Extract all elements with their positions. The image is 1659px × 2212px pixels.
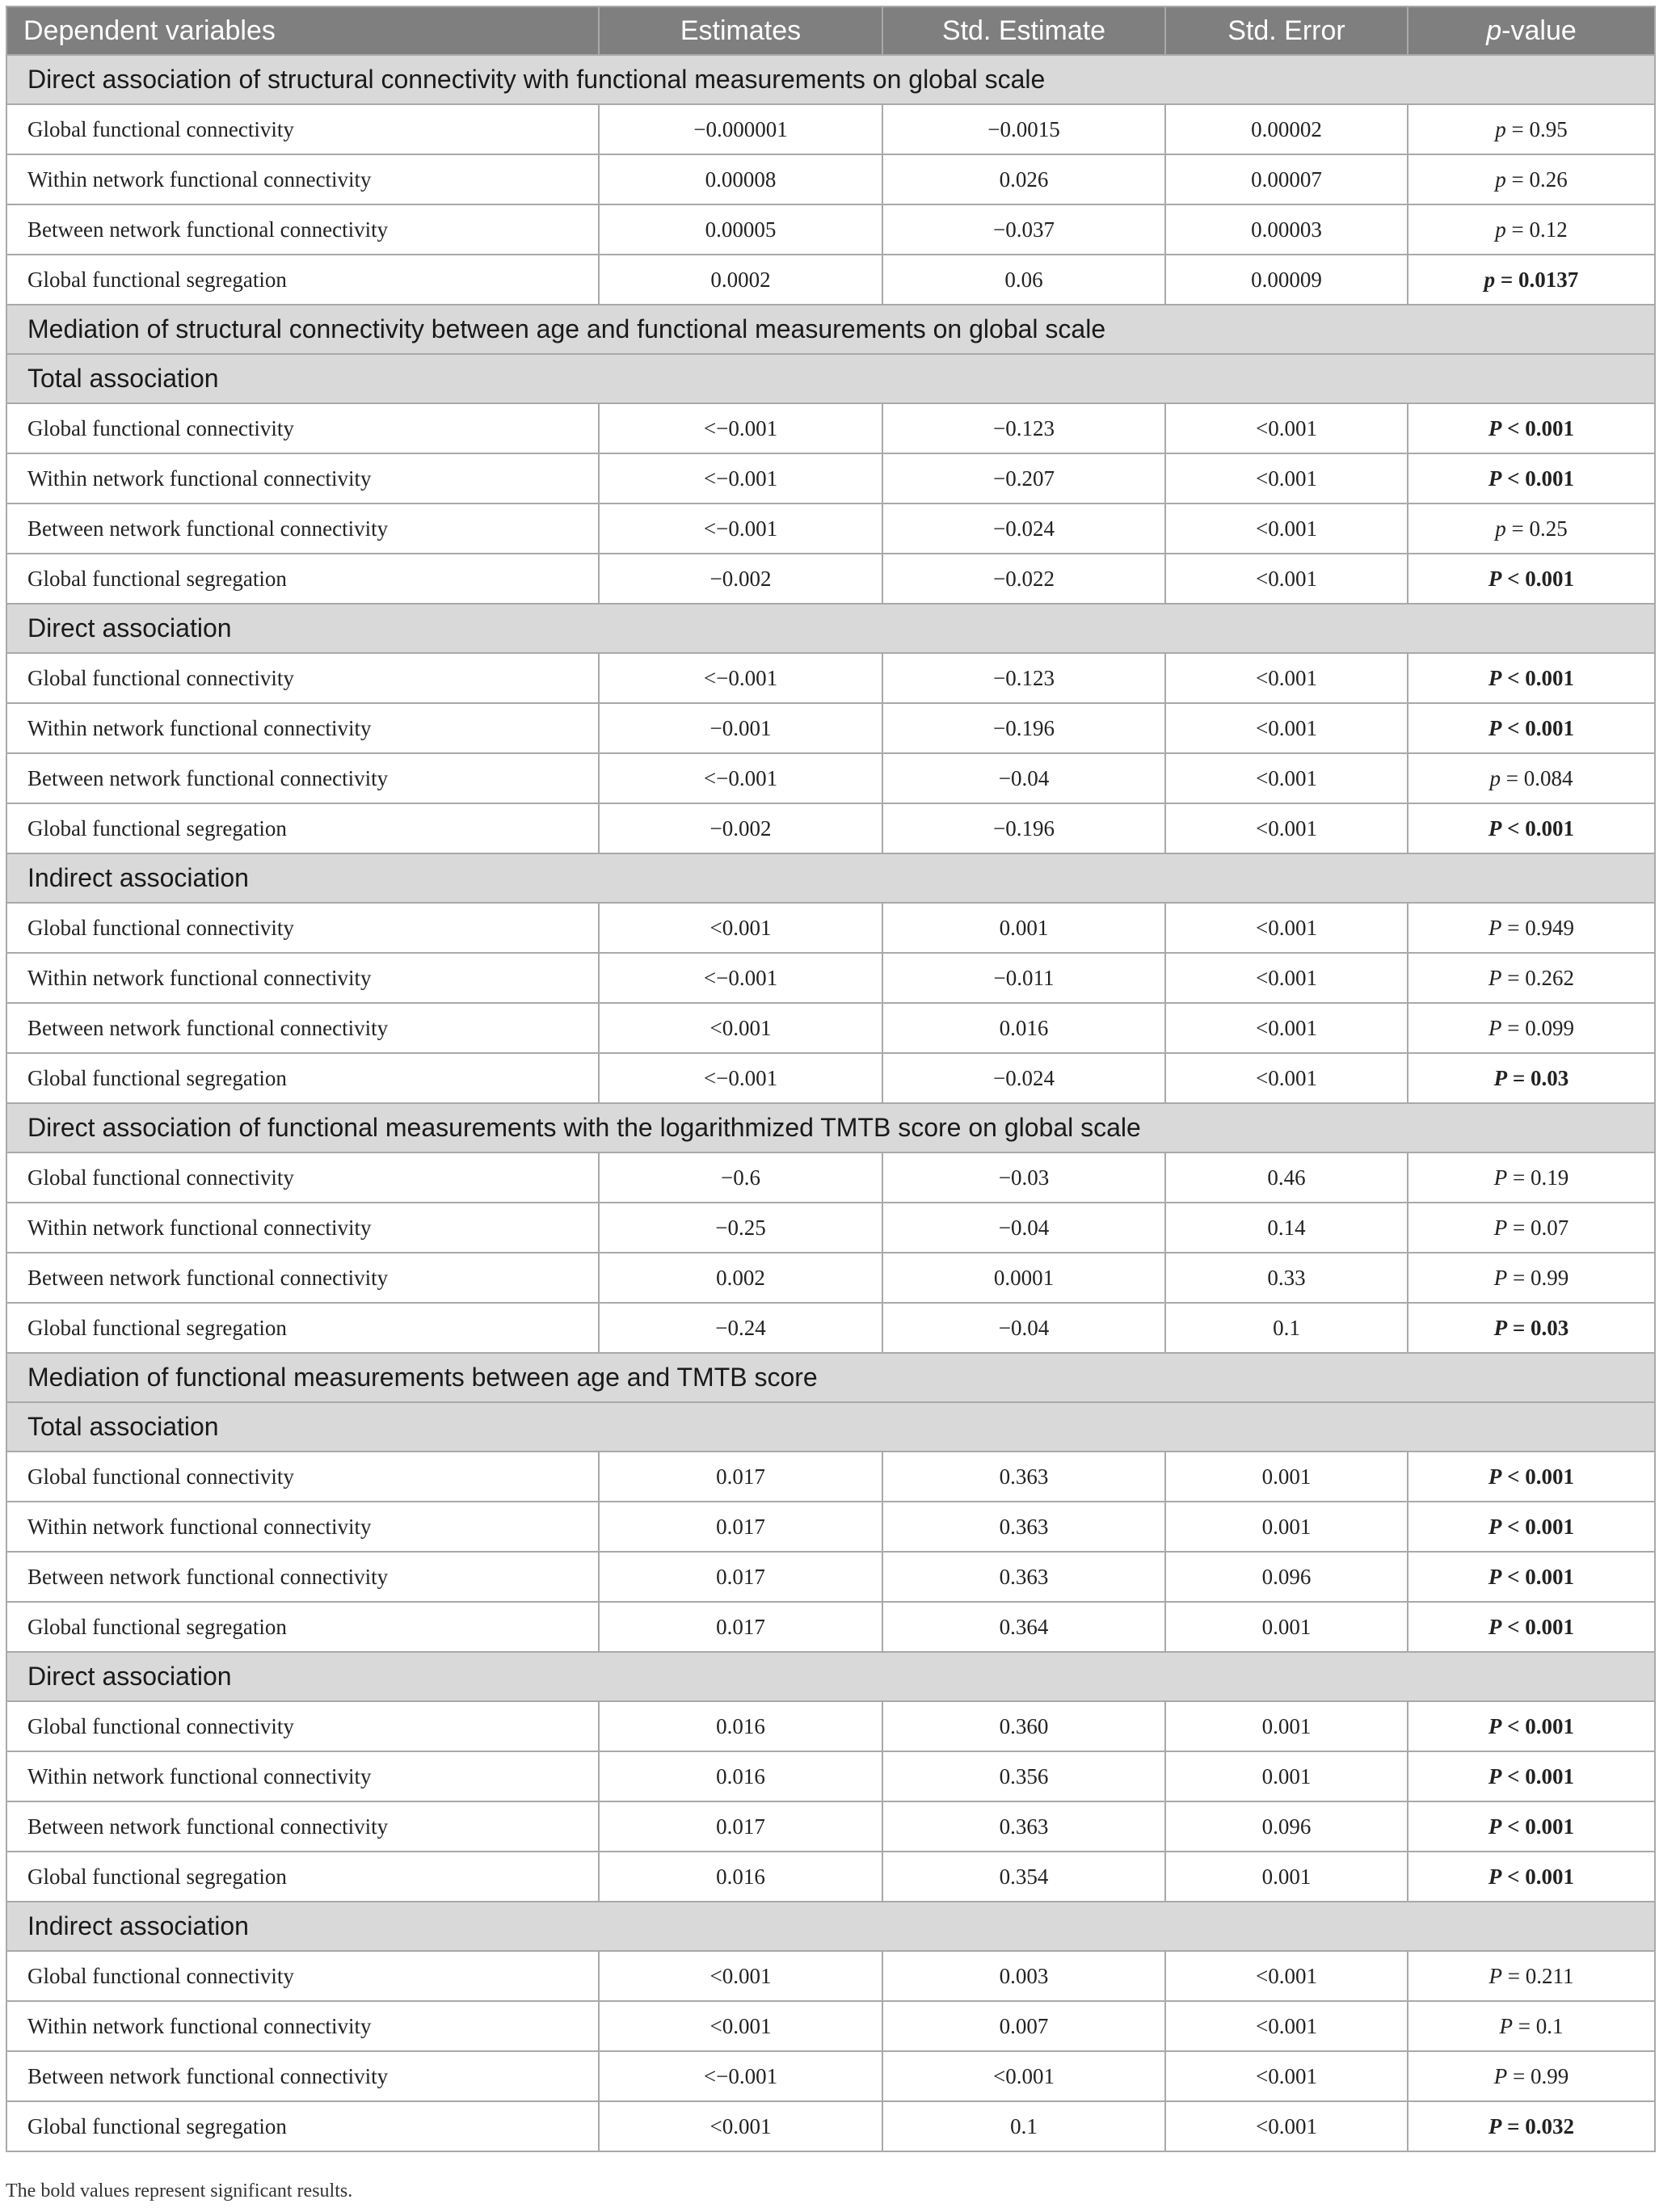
table-row [6,2001,1655,2051]
estimate-cell: 0.016 [599,1852,882,1902]
section-header-row [6,305,1655,354]
p-value-text: < 0.001 [1501,566,1575,591]
section-title: Direct association [6,604,1655,653]
p-value-cell-significant [1408,2101,1655,2151]
p-value-text: = 0.25 [1505,516,1568,541]
p-symbol: p [1495,217,1506,242]
std-estimate-cell: 0.363 [882,1801,1165,1852]
table-row [6,554,1655,604]
p-symbol: P [1488,1864,1502,1889]
header-p-rest: -value [1501,15,1577,46]
row-label: Global functional segregation [6,2101,599,2151]
p-symbol: P [1493,1165,1508,1190]
estimate-cell: 0.017 [599,1602,882,1652]
estimate-cell: <0.001 [599,1951,882,2001]
std-estimate-cell: 0.363 [882,1552,1165,1602]
std-estimate-cell: −0.123 [882,653,1165,703]
std-estimate-cell: −0.037 [882,204,1165,255]
row-label: Between network functional connectivity [6,503,599,554]
p-symbol: P [1488,1514,1502,1539]
p-symbol: P [1488,2113,1502,2138]
std-error-cell: 0.001 [1165,1751,1408,1801]
p-value-cell-significant [1408,1801,1655,1852]
std-error-cell: <0.001 [1165,1951,1408,2001]
p-symbol: P [1488,466,1502,491]
section-title: Mediation of structural connectivity between age and functional measurements on global scale [6,305,1655,354]
table-row [6,503,1655,554]
p-value-cell [1408,903,1655,953]
table-row [6,903,1655,953]
section-header-row [6,1402,1655,1451]
std-estimate-cell: 0.0001 [882,1253,1165,1303]
header-p-value [1408,6,1655,55]
p-symbol: P [1488,665,1502,690]
table-row [6,154,1655,204]
p-symbol: p [1495,166,1506,192]
p-symbol: P [1493,1315,1508,1340]
estimate-cell: −0.000001 [599,104,882,154]
p-symbol: p [1495,116,1506,141]
std-error-cell: <0.001 [1165,2051,1408,2101]
row-label: Global functional segregation [6,554,599,604]
p-value-text: = 0.949 [1501,915,1574,940]
header-estimates: Estimates [599,6,882,55]
p-value-cell-significant [1408,1701,1655,1751]
section-header-row [6,1652,1655,1701]
table-row [6,1602,1655,1652]
std-estimate-cell: 0.007 [882,2001,1165,2051]
p-value-cell [1408,1152,1655,1203]
std-error-cell: <0.001 [1165,953,1408,1003]
estimate-cell: <0.001 [599,903,882,953]
std-estimate-cell: −0.04 [882,1203,1165,1253]
std-error-cell: <0.001 [1165,1053,1408,1103]
estimate-cell: 0.00005 [599,204,882,255]
estimate-cell: <−0.001 [599,403,882,453]
std-error-cell: <0.001 [1165,1003,1408,1053]
table-row [6,403,1655,453]
estimate-cell: <−0.001 [599,453,882,503]
std-estimate-cell: −0.0015 [882,104,1165,154]
table-row [6,703,1655,753]
p-symbol: P [1499,2013,1513,2038]
std-error-cell: <0.001 [1165,403,1408,453]
p-value-text: = 0.262 [1501,965,1574,990]
table-row [6,1203,1655,1253]
p-value-cell-significant [1408,453,1655,503]
row-label: Between network functional connectivity [6,204,599,255]
estimate-cell: <−0.001 [599,2051,882,2101]
p-value-cell-significant [1408,803,1655,853]
std-estimate-cell: 0.360 [882,1701,1165,1751]
header-p-italic: p [1486,15,1502,46]
p-symbol: P [1493,1065,1508,1090]
section-header-row [6,1902,1655,1951]
p-symbol: P [1488,1464,1502,1489]
p-value-cell-significant [1408,1552,1655,1602]
p-value-text: < 0.001 [1501,1614,1575,1639]
p-value-text: < 0.001 [1501,715,1575,740]
p-value-cell [1408,1951,1655,2001]
p-value-text: = 0.084 [1501,765,1573,790]
p-value-text: < 0.001 [1501,1514,1575,1539]
table-row [6,1951,1655,2001]
estimate-cell: 0.017 [599,1801,882,1852]
p-value-text: = 0.099 [1501,1015,1574,1040]
table-row [6,1502,1655,1552]
estimate-cell: −0.25 [599,1203,882,1253]
row-label: Between network functional connectivity [6,2051,599,2101]
std-error-cell: <0.001 [1165,453,1408,503]
estimate-cell: <−0.001 [599,753,882,803]
p-value-cell-significant [1408,1751,1655,1801]
std-estimate-cell: 0.364 [882,1602,1165,1652]
p-value-cell [1408,753,1655,803]
table-row [6,104,1655,154]
p-symbol: P [1493,1265,1508,1290]
std-error-cell: 0.001 [1165,1701,1408,1751]
std-error-cell: 0.1 [1165,1303,1408,1353]
p-symbol: P [1488,815,1502,841]
estimate-cell: 0.016 [599,1751,882,1801]
table-row [6,1253,1655,1303]
estimate-cell: <0.001 [599,2101,882,2151]
table-row [6,753,1655,803]
section-title: Direct association of structural connectivity with functional measurements on global scale [6,55,1655,104]
section-header-row [6,55,1655,104]
std-error-cell: 0.00007 [1165,154,1408,204]
table-row [6,953,1655,1003]
row-label: Global functional connectivity [6,1152,599,1203]
p-symbol: P [1488,1614,1502,1639]
std-estimate-cell: 0.001 [882,903,1165,953]
std-error-cell: 0.096 [1165,1552,1408,1602]
p-symbol: P [1488,1963,1502,1988]
p-symbol: P [1488,965,1502,990]
estimate-cell: <−0.001 [599,953,882,1003]
p-value-text: = 0.95 [1505,116,1568,141]
std-estimate-cell: <0.001 [882,2051,1165,2101]
row-label: Global functional connectivity [6,403,599,453]
std-estimate-cell: 0.1 [882,2101,1165,2151]
p-symbol: P [1488,566,1502,591]
std-estimate-cell: 0.026 [882,154,1165,204]
row-label: Global functional connectivity [6,104,599,154]
estimate-cell: 0.017 [599,1451,882,1502]
p-value-cell [1408,1203,1655,1253]
row-label: Between network functional connectivity [6,1003,599,1053]
estimate-cell: −0.6 [599,1152,882,1203]
estimate-cell: 0.016 [599,1701,882,1751]
p-symbol: P [1488,1814,1502,1839]
p-symbol: P [1488,1713,1502,1738]
std-estimate-cell: −0.123 [882,403,1165,453]
p-value-text: = 0.211 [1502,1963,1574,1988]
row-label: Global functional connectivity [6,1451,599,1502]
header-std-error: Std. Error [1165,6,1408,55]
row-label: Global functional connectivity [6,1701,599,1751]
table-row [6,1852,1655,1902]
p-value-text: = 0.03 [1507,1315,1569,1340]
row-label: Global functional connectivity [6,653,599,703]
estimate-cell: 0.00008 [599,154,882,204]
row-label: Between network functional connectivity [6,1552,599,1602]
row-label: Within network functional connectivity [6,703,599,753]
p-value-text: = 0.99 [1507,1265,1569,1290]
p-value-cell [1408,154,1655,204]
std-estimate-cell: −0.03 [882,1152,1165,1203]
results-table-container [6,6,1654,2152]
table-row [6,1303,1655,1353]
p-symbol: P [1493,2063,1508,2088]
section-title: Mediation of functional measurements between age and TMTB score [6,1353,1655,1402]
p-symbol: P [1488,1564,1502,1589]
table-row [6,204,1655,255]
p-value-cell-significant [1408,1451,1655,1502]
p-value-cell-significant [1408,703,1655,753]
estimate-cell: −0.001 [599,703,882,753]
row-label: Within network functional connectivity [6,2001,599,2051]
std-estimate-cell: 0.016 [882,1003,1165,1053]
std-estimate-cell: −0.024 [882,1053,1165,1103]
row-label: Between network functional connectivity [6,753,599,803]
p-value-text: < 0.001 [1501,1464,1575,1489]
section-title: Indirect association [6,1902,1655,1951]
std-estimate-cell: 0.06 [882,255,1165,305]
table-row [6,453,1655,503]
section-title: Direct association of functional measurements with the logarithmized TMTB score on global scale [6,1103,1655,1152]
estimate-cell: <0.001 [599,1003,882,1053]
p-value-cell-significant [1408,255,1655,305]
table-row [6,2101,1655,2151]
header-row [6,6,1655,55]
std-error-cell: 0.00003 [1165,204,1408,255]
std-estimate-cell: −0.04 [882,1303,1165,1353]
row-label: Between network functional connectivity [6,1253,599,1303]
std-error-cell: 0.46 [1165,1152,1408,1203]
p-value-cell [1408,204,1655,255]
p-symbol: P [1488,415,1502,440]
p-value-cell [1408,2051,1655,2101]
std-error-cell: 0.14 [1165,1203,1408,1253]
table-row [6,1053,1655,1103]
std-estimate-cell: −0.022 [882,554,1165,604]
p-value-cell [1408,1003,1655,1053]
p-value-text: < 0.001 [1501,1864,1575,1889]
section-title: Direct association [6,1652,1655,1701]
table-row [6,1451,1655,1502]
section-title: Indirect association [6,853,1655,903]
row-label: Global functional segregation [6,1852,599,1902]
std-estimate-cell: −0.011 [882,953,1165,1003]
p-value-cell-significant [1408,1053,1655,1103]
p-value-text: < 0.001 [1501,1564,1575,1589]
table-row [6,653,1655,703]
p-value-text: < 0.001 [1501,665,1575,690]
estimate-cell: <−0.001 [599,503,882,554]
std-error-cell: <0.001 [1165,653,1408,703]
std-estimate-cell: −0.04 [882,753,1165,803]
p-symbol: P [1488,1015,1502,1040]
table-row [6,1751,1655,1801]
p-value-cell-significant [1408,653,1655,703]
p-value-text: = 0.99 [1507,2063,1569,2088]
row-label: Within network functional connectivity [6,1203,599,1253]
std-estimate-cell: 0.363 [882,1502,1165,1552]
row-label: Global functional segregation [6,1303,599,1353]
p-value-text: < 0.001 [1501,1763,1575,1789]
std-estimate-cell: 0.354 [882,1852,1165,1902]
p-value-text: < 0.001 [1501,815,1575,841]
std-error-cell: <0.001 [1165,2101,1408,2151]
std-error-cell: 0.001 [1165,1502,1408,1552]
std-error-cell: 0.00002 [1165,104,1408,154]
p-value-cell-significant [1408,554,1655,604]
p-value-text: < 0.001 [1501,1814,1575,1839]
p-value-cell-significant [1408,1502,1655,1552]
estimate-cell: 0.0002 [599,255,882,305]
footnote: The bold values represent significant results. [6,2180,353,2201]
p-value-text: < 0.001 [1501,1713,1575,1738]
std-error-cell: <0.001 [1165,703,1408,753]
estimate-cell: 0.017 [599,1552,882,1602]
row-label: Global functional connectivity [6,903,599,953]
std-estimate-cell: −0.196 [882,803,1165,853]
table-row [6,1003,1655,1053]
estimate-cell: 0.017 [599,1502,882,1552]
p-value-cell [1408,104,1655,154]
std-error-cell: <0.001 [1165,503,1408,554]
table-row [6,803,1655,853]
p-symbol: p [1489,765,1501,790]
row-label: Global functional segregation [6,1053,599,1103]
p-value-text: < 0.001 [1501,415,1575,440]
std-estimate-cell: 0.363 [882,1451,1165,1502]
row-label: Within network functional connectivity [6,953,599,1003]
section-header-row [6,354,1655,403]
std-error-cell: <0.001 [1165,903,1408,953]
estimate-cell: 0.002 [599,1253,882,1303]
p-value-text: = 0.032 [1501,2113,1575,2138]
std-error-cell: <0.001 [1165,803,1408,853]
section-header-row [6,1353,1655,1402]
p-value-text: = 0.26 [1505,166,1568,192]
row-label: Global functional segregation [6,255,599,305]
p-value-cell [1408,2001,1655,2051]
p-symbol: p [1495,516,1506,541]
p-value-text: = 0.0137 [1495,267,1579,292]
row-label: Global functional segregation [6,803,599,853]
p-value-cell-significant [1408,1602,1655,1652]
p-value-cell [1408,953,1655,1003]
std-estimate-cell: −0.207 [882,453,1165,503]
p-symbol: P [1488,715,1502,740]
std-error-cell: 0.001 [1165,1602,1408,1652]
header-std-estimate: Std. Estimate [882,6,1165,55]
p-symbol: P [1488,915,1502,940]
std-estimate-cell: −0.024 [882,503,1165,554]
p-value-cell-significant [1408,1303,1655,1353]
row-label: Between network functional connectivity [6,1801,599,1852]
std-estimate-cell: 0.356 [882,1751,1165,1801]
std-error-cell: <0.001 [1165,554,1408,604]
estimate-cell: <0.001 [599,2001,882,2051]
estimate-cell: −0.002 [599,554,882,604]
table-row [6,1801,1655,1852]
table-row [6,1701,1655,1751]
row-label: Within network functional connectivity [6,154,599,204]
estimate-cell: <−0.001 [599,653,882,703]
p-value-text: < 0.001 [1501,466,1575,491]
p-value-text: = 0.07 [1507,1215,1569,1240]
std-estimate-cell: 0.003 [882,1951,1165,2001]
p-symbol: P [1488,1763,1502,1789]
p-value-cell-significant [1408,1852,1655,1902]
p-value-cell [1408,503,1655,554]
table-row [6,1152,1655,1203]
section-header-row [6,604,1655,653]
row-label: Within network functional connectivity [6,1751,599,1801]
p-value-text: = 0.03 [1507,1065,1569,1090]
p-symbol: p [1484,267,1496,292]
std-error-cell: 0.096 [1165,1801,1408,1852]
p-value-text: = 0.1 [1513,2013,1564,2038]
row-label: Within network functional connectivity [6,1502,599,1552]
header-dependent-variables: Dependent variables [6,6,599,55]
std-error-cell: 0.001 [1165,1852,1408,1902]
section-header-row [6,853,1655,903]
std-error-cell: 0.001 [1165,1451,1408,1502]
row-label: Global functional segregation [6,1602,599,1652]
table-row [6,255,1655,305]
std-error-cell: 0.00009 [1165,255,1408,305]
section-title: Total association [6,1402,1655,1451]
estimate-cell: <−0.001 [599,1053,882,1103]
p-symbol: P [1493,1215,1508,1240]
p-value-text: = 0.19 [1507,1165,1569,1190]
std-error-cell: 0.33 [1165,1253,1408,1303]
section-title: Total association [6,354,1655,403]
table-row [6,1552,1655,1602]
results-body [6,55,1655,2151]
p-value-text: = 0.12 [1505,217,1568,242]
row-label: Global functional connectivity [6,1951,599,2001]
p-value-cell [1408,1253,1655,1303]
estimate-cell: −0.24 [599,1303,882,1353]
std-error-cell: <0.001 [1165,2001,1408,2051]
estimate-cell: −0.002 [599,803,882,853]
table-row [6,2051,1655,2101]
p-value-cell-significant [1408,403,1655,453]
std-estimate-cell: −0.196 [882,703,1165,753]
results-table [6,6,1656,2152]
row-label: Within network functional connectivity [6,453,599,503]
section-header-row [6,1103,1655,1152]
std-error-cell: <0.001 [1165,753,1408,803]
